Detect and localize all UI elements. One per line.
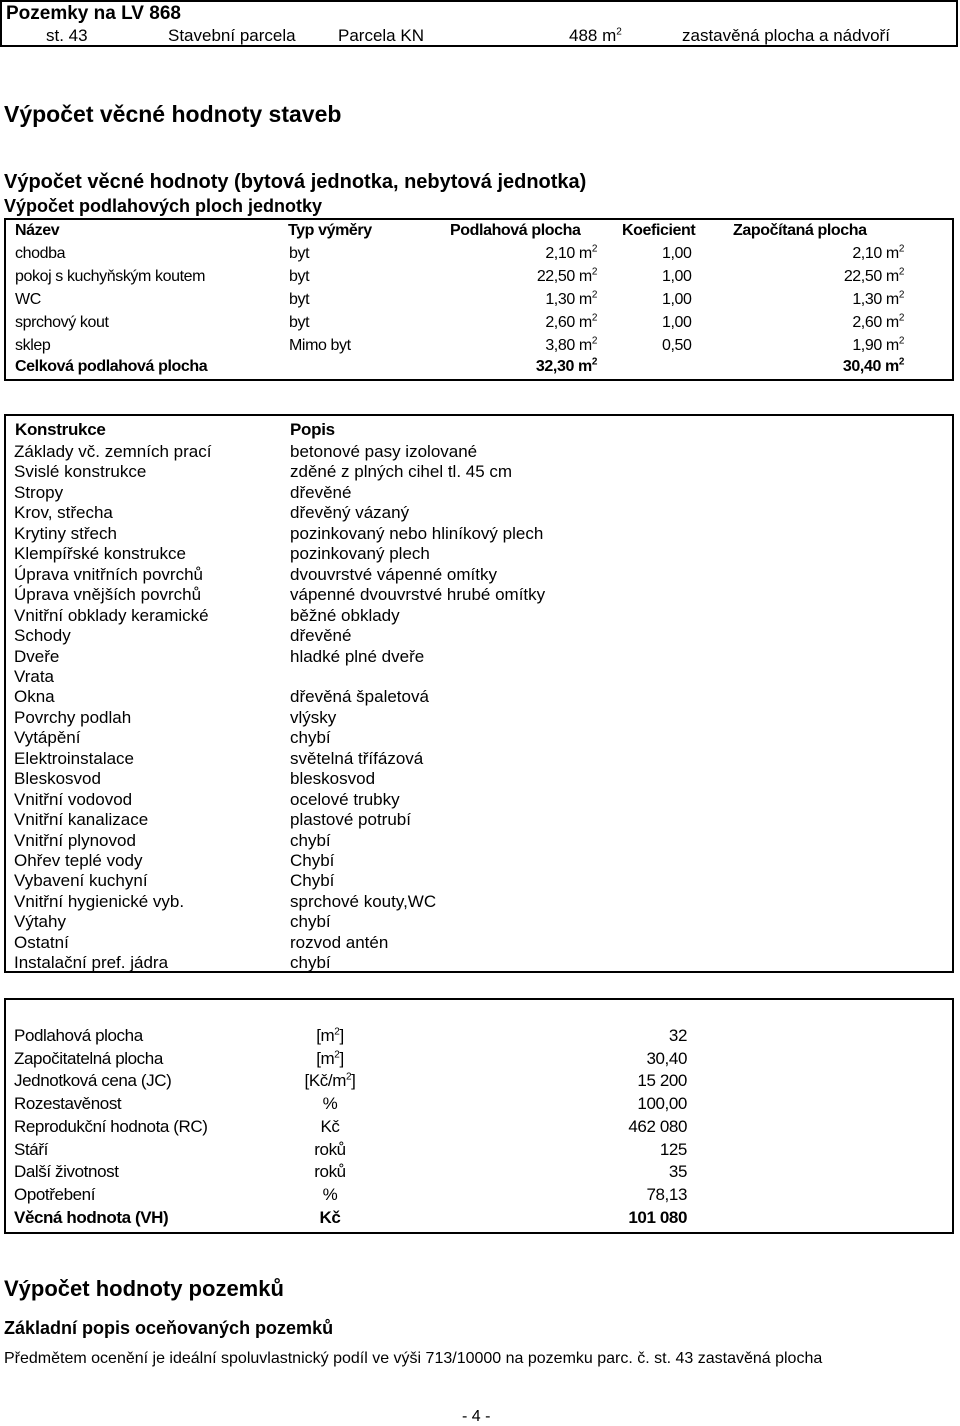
area-row-counted-area: 22,50 $m^2$ (843, 266, 904, 285)
construction-item: Svislé konstrukce (14, 462, 147, 481)
construction-description: ocelové trubky (290, 790, 400, 809)
valuation-unit: roků (314, 1140, 346, 1159)
valuation-value: 78,13 (646, 1185, 687, 1204)
valuation-label: Další životnost (14, 1162, 119, 1181)
area-row-type: byt (289, 268, 310, 285)
valuation-label: Rozestavěnost (14, 1094, 122, 1113)
area-row-floor-area: 2,60 $m^2$ (545, 312, 597, 331)
construction-description: vápenné dvouvrstvé hrubé omítky (290, 585, 546, 604)
area-row-counted-area: 1,30 $m^2$ (852, 289, 904, 308)
valuation-value: 15 200 (637, 1071, 687, 1090)
construction-item: Okna (14, 687, 55, 706)
construction-description: pozinkovaný nebo hliníkový plech (290, 524, 544, 543)
construction-description: chybí (290, 728, 331, 747)
valuation-total-label: Věcná hodnota (VH) (14, 1208, 169, 1227)
construction-description: sprchové kouty,WC (290, 892, 437, 911)
valuation-unit: % (322, 1185, 338, 1204)
valuation-label: Opotřebení (14, 1185, 96, 1204)
valuation-value: 30,40 (646, 1049, 687, 1068)
construction-item: Úprava vnějších povrchů (14, 585, 202, 604)
parcel-type: Stavební parcela (168, 26, 296, 45)
construction-description: světelná třífázová (290, 749, 424, 768)
valuation-label: Jednotková cena (JC) (14, 1071, 172, 1090)
construction-item: Vnitřní vodovod (14, 790, 133, 809)
construction-item: Schody (14, 626, 71, 645)
construction-item: Vytápění (14, 728, 81, 747)
col-header-counted-area: Započítaná plocha (733, 222, 867, 239)
construction-item: Vnitřní obklady keramické (14, 606, 209, 625)
construction-description: zděné z plných cihel tl. 45 cm (290, 462, 513, 481)
valuation-unit: % (322, 1094, 338, 1113)
land-description: Předmětem ocenění je ideální spoluvlastnický podíl ve výši 713/10000 na pozemku parc. č. st. 43 zastavěná plocha (4, 1350, 823, 1367)
construction-description: chybí (290, 912, 331, 931)
valuation-total-unit: Kč (319, 1208, 341, 1227)
construction-description: dřevěné (290, 626, 352, 645)
area-row-type: byt (289, 314, 310, 331)
valuation-label: Stáří (14, 1140, 48, 1159)
valuation-label: Reprodukční hodnota (RC) (14, 1117, 208, 1136)
construction-item: Krytiny střech (14, 524, 117, 543)
construction-item: Elektroinstalace (14, 749, 135, 768)
area-row-coefficient: 1,00 (662, 268, 692, 285)
construction-item: Ohřev teplé vody (14, 851, 143, 870)
construction-item: Instalační pref. jádra (14, 953, 169, 972)
valuation-total-value: 101 080 (628, 1208, 687, 1227)
valuation-value: 100,00 (637, 1094, 687, 1113)
valuation-unit: $[Kč/m^2]$ (304, 1071, 356, 1090)
area-row-name: sklep (15, 337, 51, 354)
valuation-value: 35 (668, 1162, 687, 1181)
section-heading-buildings: Výpočet věcné hodnoty staveb (4, 101, 342, 127)
page-number: - 4 - (462, 1408, 491, 1425)
col-header-coefficient: Koeficient (622, 222, 696, 239)
construction-description: rozvod antén (290, 933, 389, 952)
construction-item: Povrchy podlah (14, 708, 132, 727)
valuation-value: 125 (659, 1140, 687, 1159)
construction-col-header: Konstrukce (15, 420, 106, 439)
area-row-coefficient: 0,50 (662, 337, 692, 354)
area-row-floor-area: 3,80 $m^2$ (545, 335, 597, 354)
parcel-area: 488 $m^2$ (569, 26, 622, 45)
area-row-floor-area: 22,50 $m^2$ (536, 266, 597, 285)
area-row-counted-area: 2,10 $m^2$ (852, 243, 904, 262)
construction-description: chybí (290, 831, 331, 850)
area-row-name: pokoj s kuchyňským koutem (15, 268, 206, 285)
section-heading-unit: Výpočet věcné hodnoty (bytová jednotka, nebytová jednotka) (4, 171, 587, 193)
construction-item: Krov, střecha (14, 503, 113, 522)
construction-description: dřevěná špaletová (290, 687, 429, 706)
construction-description: Chybí (290, 851, 335, 870)
description-col-header: Popis (290, 420, 335, 439)
valuation-unit: Kč (320, 1117, 340, 1136)
valuation-label: Započitatelná plocha (14, 1049, 163, 1068)
construction-item: Vnitřní plynovod (14, 831, 136, 850)
parcel-evidence: Parcela KN (338, 26, 424, 45)
construction-description: chybí (290, 953, 331, 972)
construction-item: Vybavení kuchyní (14, 871, 148, 890)
construction-item: Bleskosvod (14, 769, 101, 788)
construction-description: Chybí (290, 871, 335, 890)
construction-item: Výtahy (14, 912, 66, 931)
construction-description: vlýsky (290, 708, 337, 727)
parcel-usage: zastavěná plocha a nádvoří (682, 26, 890, 45)
area-row-floor-area: 2,10 $m^2$ (545, 243, 597, 262)
area-row-coefficient: 1,00 (662, 291, 692, 308)
area-row-floor-area: 1,30 $m^2$ (545, 289, 597, 308)
area-row-type: Mimo byt (289, 337, 351, 354)
total-label: Celková podlahová plocha (15, 358, 208, 375)
construction-item: Vnitřní kanalizace (14, 810, 149, 829)
construction-description: dvouvrstvé vápenné omítky (290, 565, 497, 584)
parcel-header-title: Pozemky na LV 868 (6, 3, 181, 24)
total-floor-area: 32,30 $m^2$ (535, 356, 597, 375)
land-heading: Výpočet hodnoty pozemků (4, 1276, 284, 1301)
construction-item: Základy vč. zemních prací (14, 442, 212, 461)
construction-description: pozinkovaný plech (290, 544, 430, 563)
area-row-counted-area: 1,90 $m^2$ (852, 335, 904, 354)
area-row-name: chodba (15, 245, 66, 262)
col-header-type: Typ výměry (288, 222, 372, 239)
valuation-unit: roků (314, 1162, 346, 1181)
construction-item: Vnitřní hygienické vyb. (14, 892, 185, 911)
construction-description: hladké plné dveře (290, 647, 425, 666)
construction-item: Vrata (14, 667, 55, 686)
construction-description: běžné obklady (290, 606, 400, 625)
total-counted-area: 30,40 $m^2$ (842, 356, 904, 375)
area-row-coefficient: 1,00 (662, 245, 692, 262)
col-header-floor-area: Podlahová plocha (450, 222, 581, 239)
construction-item: Úprava vnitřních povrchů (14, 565, 203, 584)
valuation-value: 32 (668, 1026, 687, 1045)
parcel-number: st. 43 (46, 26, 88, 45)
construction-description: bleskosvod (290, 769, 376, 788)
construction-description: dřevěný vázaný (290, 503, 410, 522)
area-row-name: WC (15, 291, 41, 308)
construction-item: Stropy (14, 483, 64, 502)
area-row-type: byt (289, 245, 310, 262)
construction-description: plastové potrubí (290, 810, 411, 829)
area-row-counted-area: 2,60 $m^2$ (852, 312, 904, 331)
valuation-unit: $[m^2]$ (316, 1026, 344, 1045)
area-row-name: sprchový kout (15, 314, 109, 331)
area-row-type: byt (289, 291, 310, 308)
valuation-value: 462 080 (628, 1117, 687, 1136)
valuation-label: Podlahová plocha (14, 1026, 143, 1045)
land-subheading: Základní popis oceňovaných pozemků (4, 1318, 334, 1338)
construction-description: dřevěné (290, 483, 352, 502)
construction-item: Klempířské konstrukce (14, 544, 186, 563)
area-row-coefficient: 1,00 (662, 314, 692, 331)
construction-item: Dveře (14, 647, 60, 666)
valuation-unit: $[m^2]$ (316, 1049, 344, 1068)
valuation-table (4, 998, 954, 1234)
section-heading-floor-area: Výpočet podlahových ploch jednotky (4, 196, 323, 216)
construction-description: betonové pasy izolované (290, 442, 478, 461)
construction-item: Ostatní (14, 933, 69, 952)
col-header-name: Název (15, 222, 60, 239)
total-underline-left (300, 379, 732, 380)
